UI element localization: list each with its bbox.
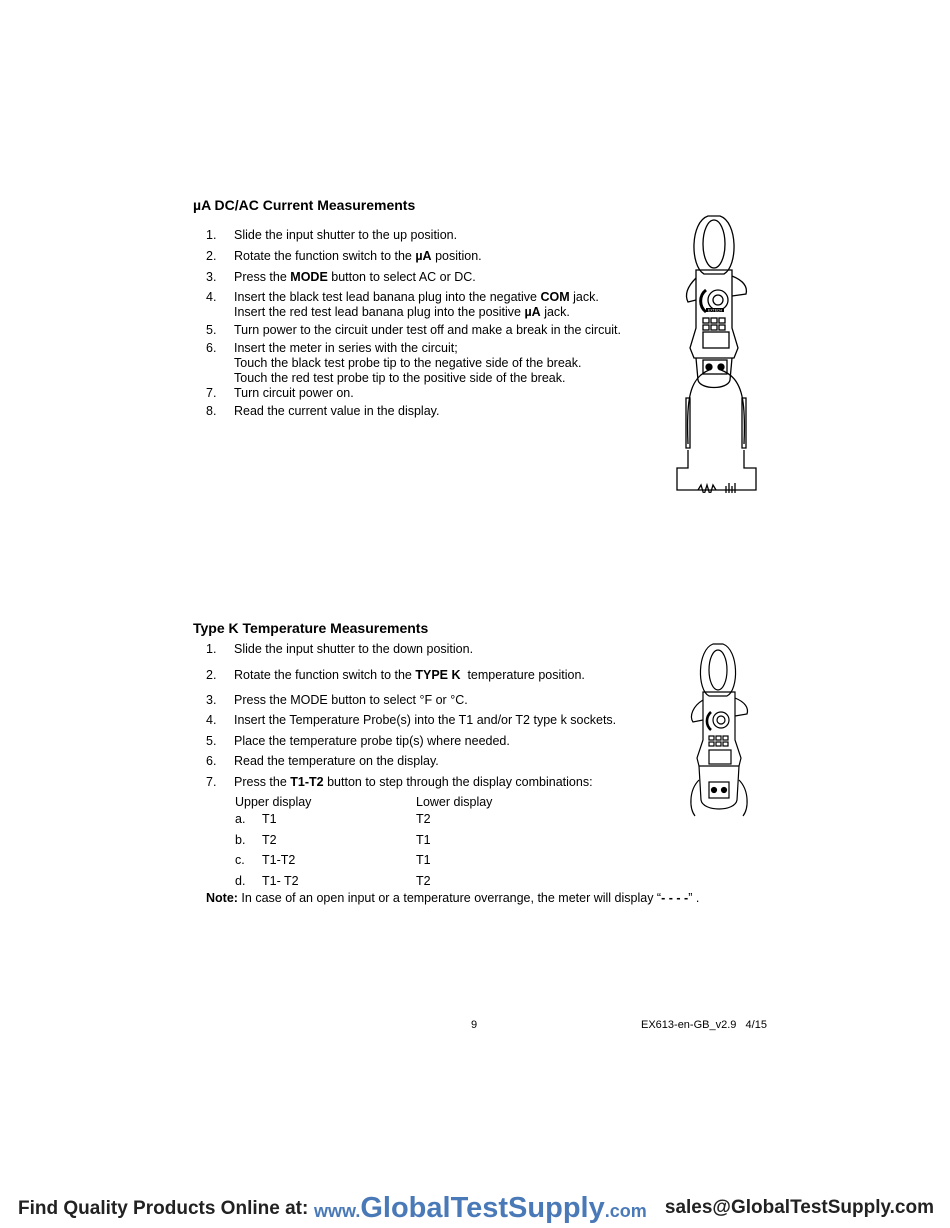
table-cell-lower: T2	[416, 874, 431, 888]
table-cell-upper: T1-T2	[262, 853, 296, 867]
table-header-upper: Upper display	[235, 795, 312, 809]
section-title-current: µA DC/AC Current Measurements	[193, 197, 416, 213]
list-item: 2. Rotate the function switch to the TYPE K temperature position.	[206, 668, 585, 682]
table-row-letter: d.	[235, 874, 246, 888]
footer-email-link[interactable]: sales@GlobalTestSupply.com	[664, 1197, 934, 1218]
page-number: 9	[471, 1019, 478, 1031]
svg-text:EXTECH: EXTECH	[707, 308, 723, 313]
clamp-meter-temperature-illustration	[683, 640, 758, 820]
table-row-letter: b.	[235, 833, 246, 847]
table-cell-upper: T1- T2	[262, 874, 299, 888]
footer-banner	[0, 1192, 950, 1228]
list-item: 5. Turn power to the circuit under test off and make a break in the circuit.	[206, 323, 621, 337]
list-item: 3. Press the MODE button to select AC or DC.	[206, 270, 476, 284]
list-item: 7. Press the T1-T2 button to step through the display combinations:	[206, 775, 593, 789]
section-title-temperature: Type K Temperature Measurements	[193, 620, 429, 636]
table-cell-lower: T2	[416, 812, 431, 826]
list-item: 5. Place the temperature probe tip(s) where needed.	[206, 734, 510, 748]
clamp-meter-circuit-illustration	[670, 208, 765, 493]
table-header-lower: Lower display	[416, 795, 493, 809]
table-cell-upper: T1	[262, 812, 277, 826]
list-item: 8. Read the current value in the display.	[206, 404, 440, 418]
note: Note: In case of an open input or a temperature overrange, the meter will display “- - - -” .	[206, 891, 700, 905]
list-item: 2. Rotate the function switch to the µA position.	[206, 249, 482, 263]
list-item: 3. Press the MODE button to select °F or °C.	[206, 693, 468, 707]
document-id: EX613-en-GB_v2.9 4/15	[641, 1019, 767, 1031]
list-item: 1. Slide the input shutter to the up position.	[206, 228, 458, 242]
list-item: 7. Turn circuit power on.	[206, 386, 354, 400]
list-item: 6. Insert the meter in series with the circuit; Touch the black test probe tip to the negative side of the break. Touch the red test probe tip to the positive side of the break.	[206, 341, 582, 385]
table-row-letter: c.	[235, 853, 245, 867]
list-item: 6. Read the temperature on the display.	[206, 754, 439, 768]
footer-website-link[interactable]: www.GlobalTestSupply.com	[314, 1192, 647, 1224]
list-item: 4. Insert the black test lead banana plug into the negative COM jack. Insert the red test lead banana plug into the positive µA jack.	[206, 290, 599, 319]
footer-tagline: Find Quality Products Online at:	[18, 1198, 309, 1219]
table-row-letter: a.	[235, 812, 246, 826]
table-cell-lower: T1	[416, 853, 431, 867]
table-cell-lower: T1	[416, 833, 431, 847]
list-item: 1. Slide the input shutter to the down position.	[206, 642, 474, 656]
list-item: 4. Insert the Temperature Probe(s) into the T1 and/or T2 type k sockets.	[206, 713, 617, 727]
table-cell-upper: T2	[262, 833, 277, 847]
